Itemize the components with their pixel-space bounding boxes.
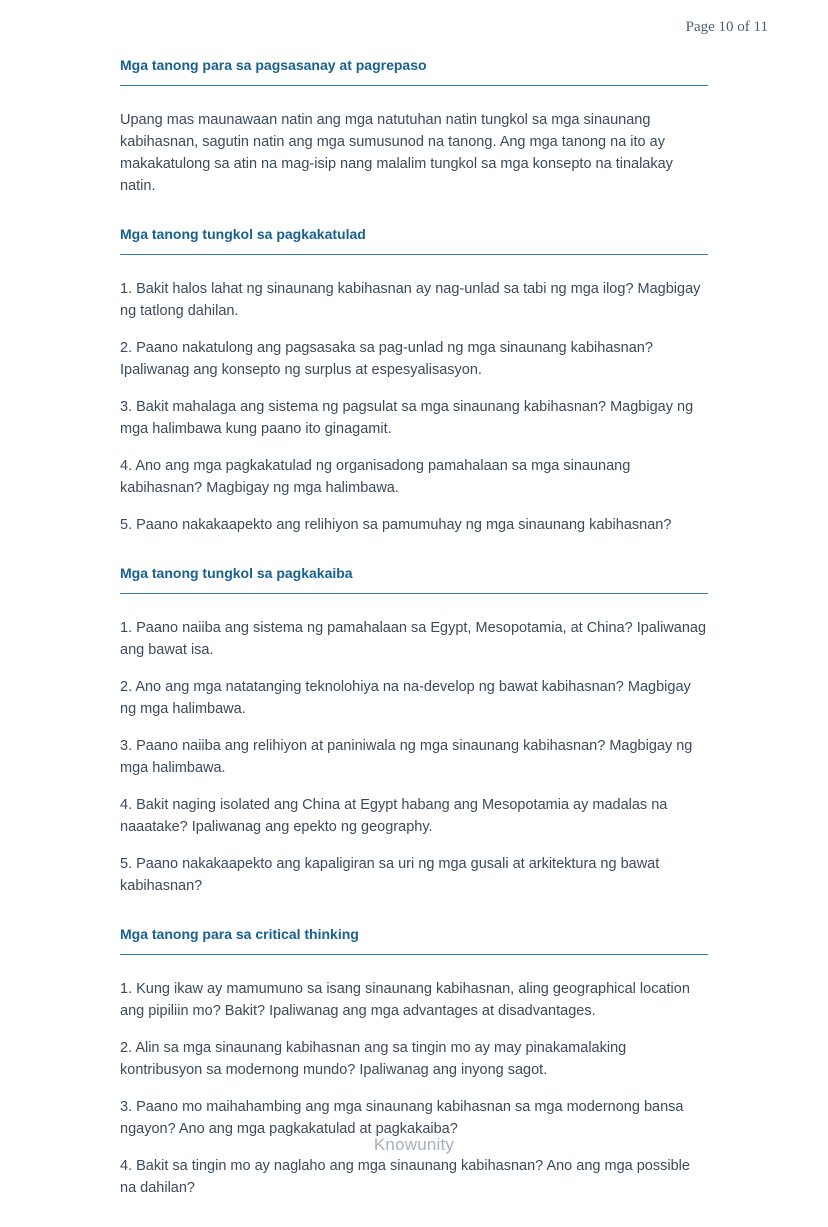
question-item: 1. Paano naiiba ang sistema ng pamahalaan sa Egypt, Mesopotamia, at China? Ipaliwanag ang bawat isa. xyxy=(120,620,707,658)
page-number-indicator: Page 10 of 11 xyxy=(685,19,768,35)
question-item: 5. Paano nakakaapekto ang relihiyon sa pamumuhay ng mga sinaunang kabihasnan? xyxy=(120,517,672,533)
question-item: 2. Paano nakatulong ang pagsasaka sa pag-unlad ng mga sinaunang kabihasnan? Ipaliwanag ang konsepto ng surplus at espesyalisasyon. xyxy=(120,340,653,378)
question-item: 2. Alin sa mga sinaunang kabihasnan ang sa tingin mo ay may pinakamalaking kontribusyon sa modernong mundo? Ipaliwanag ang inyong sagot. xyxy=(120,1040,627,1078)
question-item: 1. Bakit halos lahat ng sinaunang kabihasnan ay nag-unlad sa tabi ng mga ilog? Magbigay ng tatlong dahilan. xyxy=(120,281,701,319)
question-item: 1. Kung ikaw ay mamumuno sa isang sinaunang kabihasnan, aling geographical location ang pipiliin mo? Bakit? Ipaliwanag ang mga advantages at disadvantages. xyxy=(120,981,690,1019)
question-item: 3. Paano mo maihahambing ang mga sinaunang kabihasnan sa mga modernong bansa ngayon? Ano ang mga pagkakatulad at pagkakaiba? xyxy=(120,1099,684,1137)
question-item: 4. Bakit naging isolated ang China at Egypt habang ang Mesopotamia ay madalas na naaatake? Ipaliwanag ang epekto ng geography. xyxy=(120,797,668,835)
section-pagsasanay-at-pagrepaso xyxy=(120,56,708,197)
question-item: 3. Bakit mahalaga ang sistema ng pagsulat sa mga sinaunang kabihasnan? Magbigay ng mga halimbawa kung paano ito ginagamit. xyxy=(120,399,694,437)
section-critical-thinking xyxy=(120,925,708,1199)
section-heading: Mga tanong tungkol sa pagkakatulad xyxy=(120,226,366,242)
section-divider xyxy=(120,85,708,86)
section-heading: Mga tanong para sa critical thinking xyxy=(120,926,359,942)
section-divider xyxy=(120,954,708,955)
paragraph: Upang mas maunawaan natin ang mga natutuhan natin tungkol sa mga sinaunang kabihasnan, sagutin natin ang mga sumusunod na tanong. Ang mga tanong na ito ay makakatulong sa atin na mag-isip nang malalim tungkol sa mga konsepto na tinalakay natin. xyxy=(120,112,673,194)
document-content xyxy=(120,56,708,1227)
section-divider xyxy=(120,593,708,594)
question-item: 5. Paano nakakaapekto ang kapaligiran sa uri ng mga gusali at arkitektura ng bawat kabihasnan? xyxy=(120,856,660,894)
question-item: 2. Ano ang mga natatanging teknolohiya na na-develop ng bawat kabihasnan? Magbigay ng mga halimbawa. xyxy=(120,679,691,717)
question-item: 4. Bakit sa tingin mo ay naglaho ang mga sinaunang kabihasnan? Ano ang mga possible na dahilan? xyxy=(120,1158,690,1196)
question-item: 3. Paano naiiba ang relihiyon at paniniwala ng mga sinaunang kabihasnan? Magbigay ng mga halimbawa. xyxy=(120,738,693,776)
section-divider xyxy=(120,254,708,255)
knowunity-watermark: Knowunity xyxy=(373,1135,455,1154)
section-pagkakatulad xyxy=(120,225,708,536)
section-heading: Mga tanong tungkol sa pagkakaiba xyxy=(120,565,353,581)
section-heading: Mga tanong para sa pagsasanay at pagrepaso xyxy=(120,57,427,73)
section-pagkakaiba xyxy=(120,564,708,897)
question-item: 4. Ano ang mga pagkakatulad ng organisadong pamahalaan sa mga sinaunang kabihasnan? Magbigay ng mga halimbawa. xyxy=(120,458,631,496)
